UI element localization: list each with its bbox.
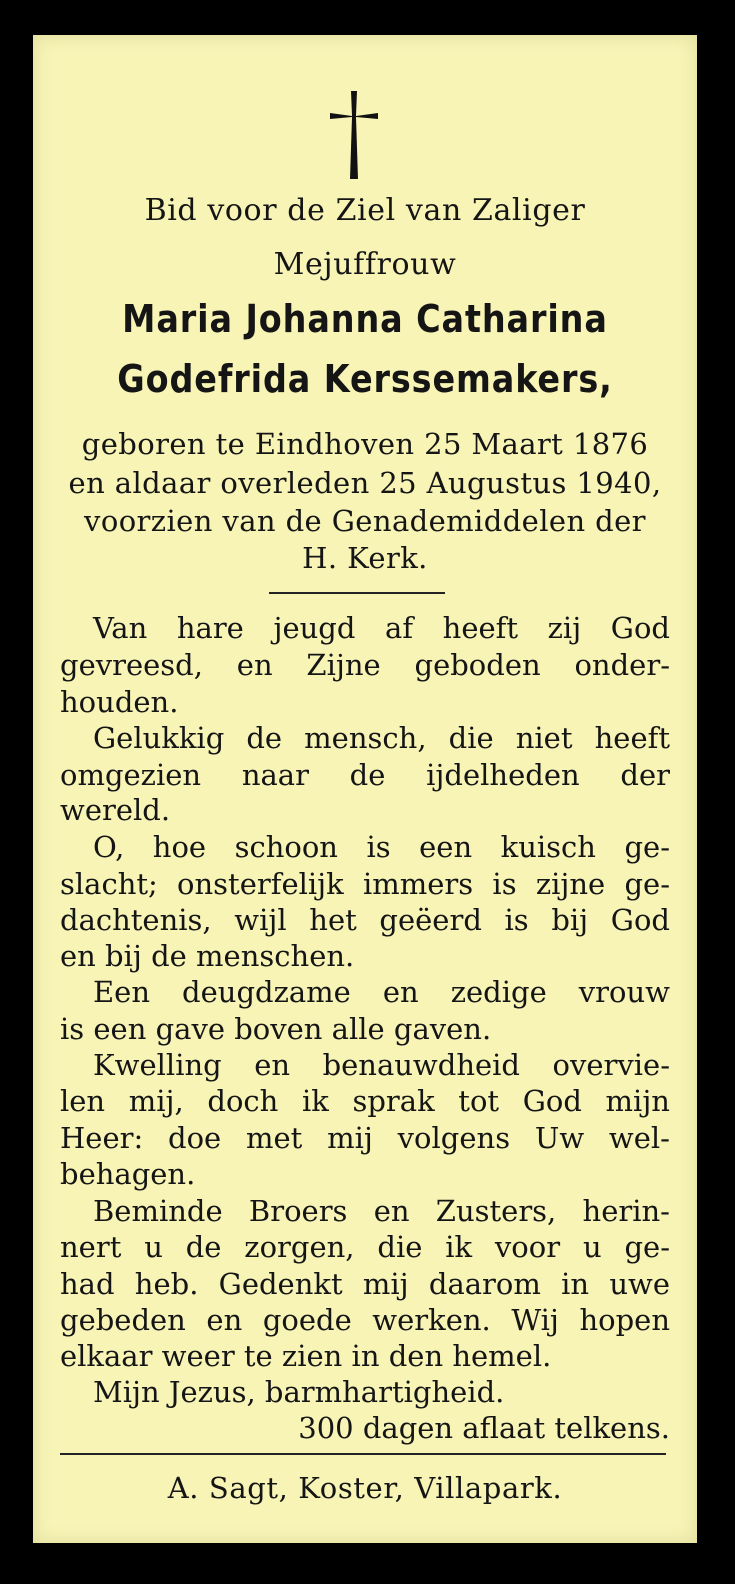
deceased-name-line-2: Godefrida Kerssemakers, [117, 357, 613, 401]
body-line: gevreesd, en Zijne geboden onder- [60, 648, 670, 682]
body-line: O, hoe schoon is een kuisch ge- [93, 830, 670, 864]
birth-line-1: geboren te Eindhoven 25 Maart 1876 [81, 427, 649, 461]
body-line: Beminde Broers en Zusters, herin- [93, 1194, 670, 1228]
body-line: Heer: doe met mij volgens Uw wel- [60, 1121, 670, 1155]
birth-line-3: voorzien van de Genademiddelen der [84, 504, 646, 538]
body-line: Kwelling en benauwdheid overvie- [93, 1048, 670, 1082]
body-line: Een deugdzame en zedige vrouw [93, 975, 670, 1009]
body-line: en bij de menschen. [60, 939, 355, 973]
prayer-line: Mijn Jezus, barmhartigheid. [93, 1375, 505, 1409]
body-line: houden. [60, 685, 179, 719]
birth-line-2: en aldaar overleden 25 Augustus 1940, [68, 466, 662, 500]
body-line: elkaar weer te zien in den hemel. [60, 1339, 552, 1373]
body-line: dachtenis, wijl het geëerd is bij God [60, 903, 670, 937]
intro-line: Bid voor de Ziel van Zaliger [144, 193, 586, 228]
latin-cross-icon [327, 89, 381, 181]
separator-rule [269, 592, 445, 594]
body-line: gebeden en goede werken. Wij hopen [60, 1303, 670, 1337]
title-line: Mejuffrouw [273, 247, 457, 282]
footer-rule [60, 1453, 666, 1455]
body-line: len mij, doch ik sprak tot God mijn [60, 1084, 670, 1118]
memorial-card [33, 35, 697, 1543]
body-line: omgezien naar de ijdelheden der [60, 758, 670, 792]
body-line: nert u de zorgen, die ik voor u ge- [60, 1230, 670, 1264]
body-line: wereld. [60, 793, 171, 827]
body-line: Van hare jeugd af heeft zij God [93, 611, 670, 645]
printer-credit: A. Sagt, Koster, Villapark. [167, 1471, 563, 1505]
body-line: had heb. Gedenkt mij daarom in uwe [60, 1267, 670, 1301]
body-line: is een gave boven alle gaven. [60, 1012, 492, 1046]
body-line: slacht; onsterfelijk immers is zijne ge- [60, 867, 670, 901]
body-line: behagen. [60, 1157, 196, 1191]
indulgence-line: 300 dagen aflaat telkens. [298, 1411, 670, 1445]
body-line: Gelukkig de mensch, die niet heeft [93, 721, 670, 755]
deceased-name-line-1: Maria Johanna Catharina [122, 297, 608, 341]
birth-line-4: H. Kerk. [302, 541, 428, 575]
